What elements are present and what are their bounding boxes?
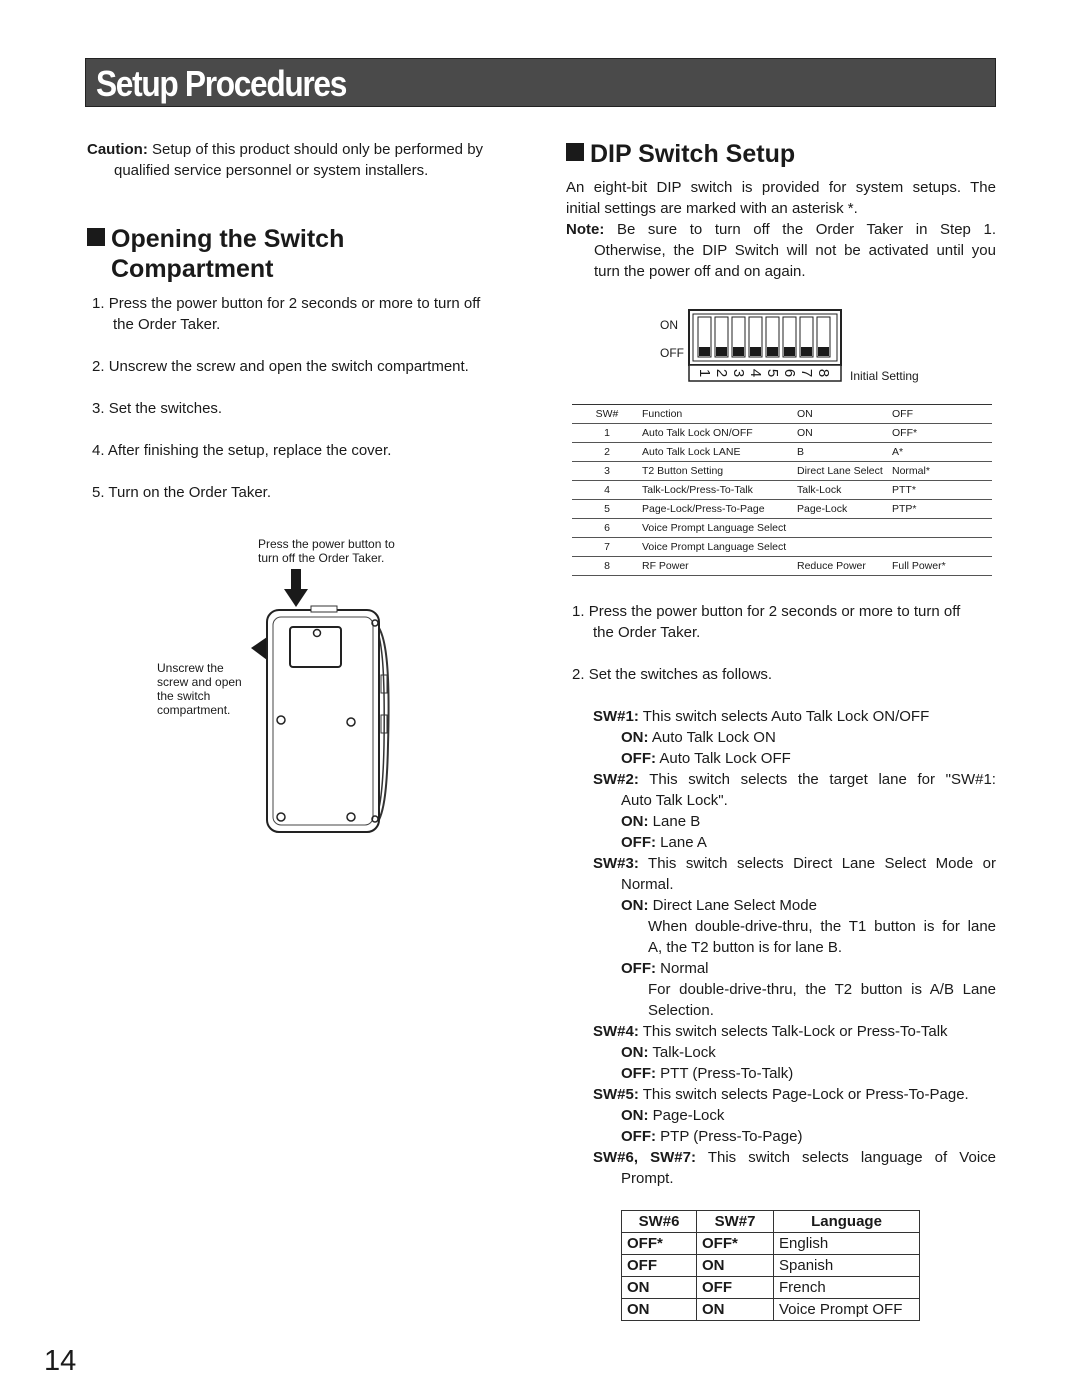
dip-intro: An eight-bit DIP switch is provided for system setups. The initial settings are marked with an asterisk *. Note: Be sure to turn off the Order Taker in Step 1. Otherwise, the DIP Switch will not be activated until you turn the power off and on again. [566,179,997,280]
section-heading-dip [566,139,795,169]
table-header-row: SW#6 SW#7 Language [622,1211,920,1233]
section-title-line1: Opening the Switch [111,225,345,253]
page-number: 14 [44,1345,77,1377]
table-header-row: SW# Function ON OFF [572,405,992,424]
dip-number: 1 [696,368,714,378]
table-row: 2 Auto Talk Lock LANE B A* [572,443,992,462]
sw-function-table [572,404,992,576]
sw4-desc: SW#4: This switch selects Talk-Lock or Press-To-Talk [593,1023,948,1040]
dip-number: 3 [730,368,748,378]
table-row: 5 Page-Lock/Press-To-Page Page-Lock PTP* [572,500,992,519]
caution-note [87,139,517,181]
section-heading-opening [87,224,344,284]
dip-number: 7 [798,368,816,378]
step-item: 5. Turn on the Order Taker. [92,484,272,501]
down-arrow-icon [291,569,301,591]
table-row: 8 RF Power Reduce Power Full Power* [572,557,992,576]
table-row: 4 Talk-Lock/Press-To-Talk Talk-Lock PTT* [572,481,992,500]
caution-label: Caution: [87,141,148,158]
switch-descriptions: SW#1: This switch selects Auto Talk Lock ON/OFF ON: Auto Talk Lock ON OFF: Auto Talk Lock OFF SW#2: This switch selects the target lane for "SW#1: Auto Talk Lock". ON: Lane B OFF: Lane A SW#3: This switch selects Direct Lane Select Mode or Normal. ON: Direct Lane Select Mode When double-drive-thru, the T1 button is for lane A, the T2 button is for lane B. OFF: Normal For double-drive-thru, the T2 button is A/B Lane Selection. SW#4: This switch selects Talk-Lock or Press-To-Talk ON: Talk-Lock OFF: PTT (Press-To-Talk) SW#5: This switch selects Page-Lock or Press-To-Page. ON: Page-Lock OFF: PTP (Press-To-Page) SW#6, SW#7: This switch selects language of Voice Prompt. [593,708,996,1187]
opening-steps [92,293,522,524]
sw2-desc: SW#2: This switch selects the target lane for "SW#1: [593,771,996,788]
dip-number: 4 [747,368,765,378]
step-item: 3. Set the switches. [92,400,223,417]
figure-callout-screw: Unscrew the screw and open the switch compartment. [157,661,242,717]
caution-text-2: qualified service personnel or system installers. [114,162,429,179]
note-label: Note: [566,221,605,238]
table-row: 6 Voice Prompt Language Select [572,519,992,538]
table-row: ON ON Voice Prompt OFF [622,1299,920,1321]
step-item: 4. After finishing the setup, replace the cover. [92,442,392,459]
table-row: OFF* OFF* English [622,1233,920,1255]
sw5-desc: SW#5: This switch selects Page-Lock or Press-To-Page. [593,1086,969,1103]
step-item: 1. Press the power button for 2 seconds or more to turn off the Order Taker. [92,295,481,333]
dip-switch-diagram [688,309,844,384]
table-row: 3 T2 Button Setting Direct Lane Select Normal* [572,462,992,481]
table-row: ON OFF French [622,1277,920,1299]
sw1-desc: SW#1: This switch selects Auto Talk Lock ON/OFF [593,708,930,725]
dip-off-label: OFF [660,346,684,360]
section-title-line2: Compartment [111,255,274,283]
caution-text: Setup of this product should only be performed by [152,141,484,158]
dip-number: 6 [781,368,799,378]
language-table [621,1210,920,1321]
square-bullet-icon [87,228,105,246]
dip-number: 5 [764,368,782,378]
step-item: 2. Unscrew the screw and open the switch compartment. [92,358,469,375]
square-bullet-icon [566,143,584,161]
figure-callout-power: Press the power button to turn off the Order Taker. [258,537,395,565]
table-row: 1 Auto Talk Lock ON/OFF ON OFF* [572,424,992,443]
dip-on-label: ON [660,318,678,332]
page-title: Setup Procedures [96,63,347,104]
table-row: OFF ON Spanish [622,1255,920,1277]
dip-section-title: DIP Switch Setup [590,140,796,168]
dip-number: 8 [815,368,833,378]
dip-caption: Initial Setting [850,369,919,383]
sw67-desc: SW#6, SW#7: This switch selects language of Voice [593,1149,996,1166]
sw3-desc: SW#3: This switch selects Direct Lane Select Mode or [593,855,996,872]
title-bar [85,58,996,107]
order-taker-figure [245,565,395,850]
dip-number: 2 [713,368,731,378]
table-row: 7 Voice Prompt Language Select [572,538,992,557]
dip-steps: 1. Press the power button for 2 seconds or more to turn off the Order Taker. 2. Set the switches as follows. [572,603,961,683]
